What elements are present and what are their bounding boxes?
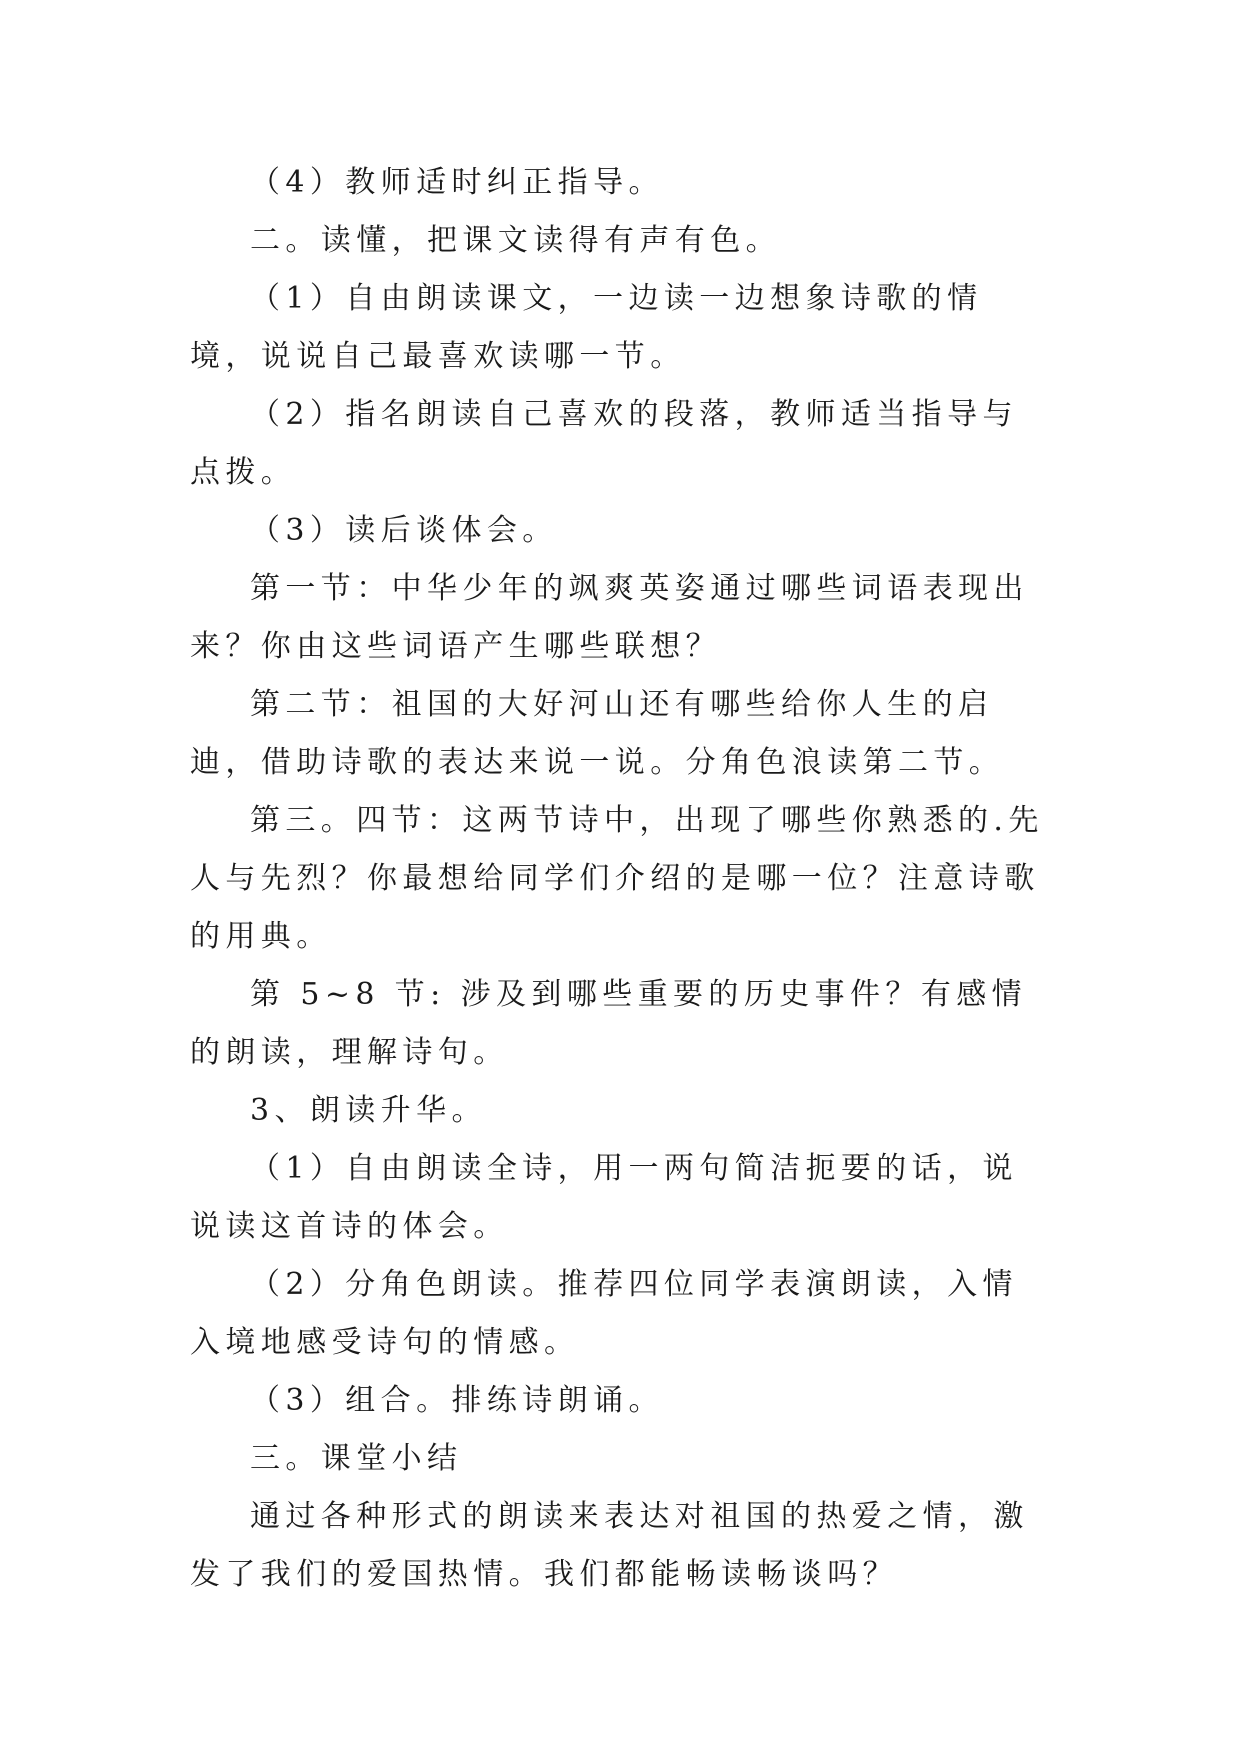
document-body [190, 154, 1052, 1604]
paragraph-summary: 通过各种形式的朗读来表达对祖国的热爱之情，激发了我们的爱国热情。我们都能畅读畅谈吗？ [190, 1499, 1029, 1592]
paragraph-group-recitation: （3）组合。排练诗朗诵。 [250, 1383, 664, 1418]
paragraph-read-whole-poem: （1）自由朗读全诗，用一两句简洁扼要的话，说说读这首诗的体会。 [190, 1151, 1018, 1244]
paragraph-stanza-three-four: 第三。四节：这两节诗中，出现了哪些你熟悉的.先人与先烈？你最想给同学们介绍的是哪一位？注意诗歌的用典。 [190, 803, 1044, 954]
section-heading-class-summary: 三。课堂小结 [250, 1441, 463, 1476]
paragraph-role-reading: （2）分角色朗读。推荐四位同学表演朗读，入情入境地感受诗句的情感。 [190, 1267, 1018, 1360]
paragraph-free-reading: （1）自由朗读课文，一边读一边想象诗歌的情境，说说自己最喜欢读哪一节。 [190, 281, 983, 374]
paragraph-stanza-five-eight: 第 5~8 节: 涉及到哪些重要的历史事件？有感情的朗读，理解诗句。 [190, 977, 1028, 1070]
paragraph-step-4-correction: （4）教师适时纠正指导。 [250, 165, 664, 200]
paragraph-share-feelings: （3）读后谈体会。 [250, 513, 558, 548]
section-heading-reading-elevation: 3、朗读升华。 [250, 1093, 487, 1128]
paragraph-stanza-one: 第一节：中华少年的飒爽英姿通过哪些词语表现出来？你由这些词语产生哪些联想？ [190, 571, 1029, 664]
paragraph-named-reading: （2）指名朗读自己喜欢的段落，教师适当指导与点拨。 [190, 397, 1018, 490]
paragraph-stanza-two: 第二节：祖国的大好河山还有哪些给你人生的启迪，借助诗歌的表达来说一说。分角色浪读第二节。 [190, 687, 1005, 780]
section-heading-read-understand: 二。读懂，把课文读得有声有色。 [250, 223, 781, 258]
